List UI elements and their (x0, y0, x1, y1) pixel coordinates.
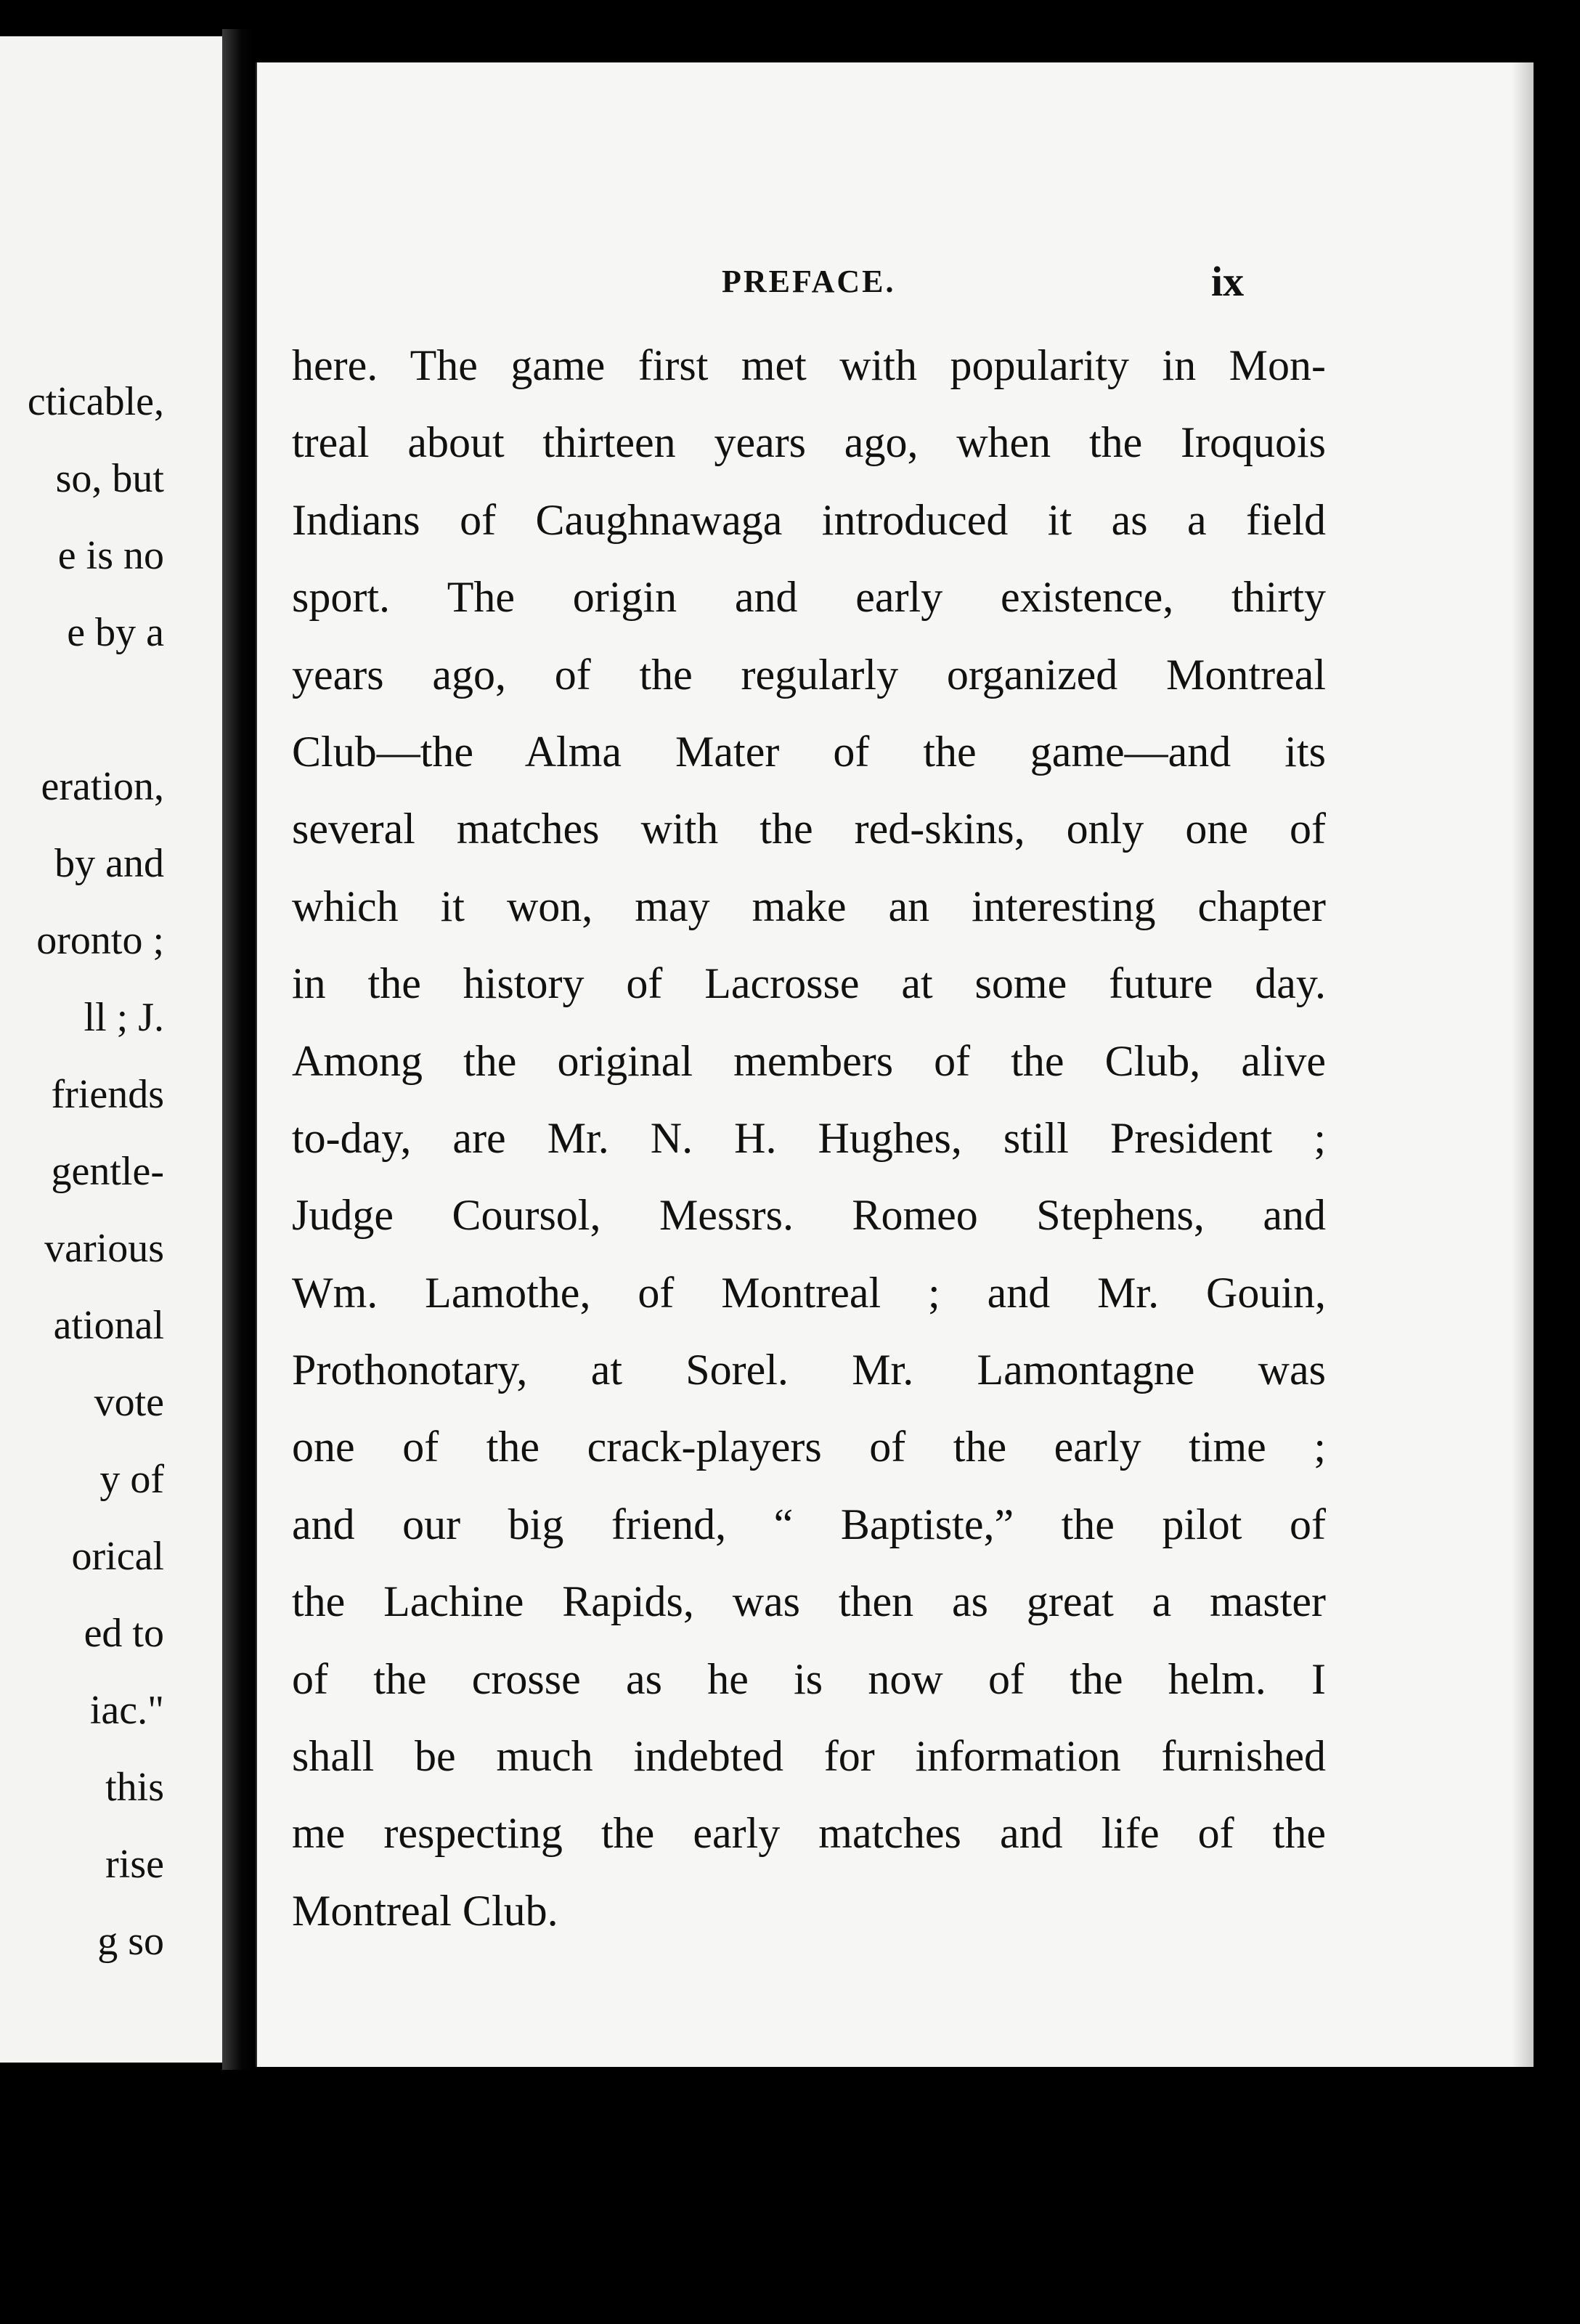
left-line: y of (99, 1457, 164, 1502)
left-line: gentle- (51, 1149, 164, 1194)
left-page-text (0, 363, 164, 1980)
body-text (292, 327, 1326, 1949)
text-line: of the crosse as he is now of the helm. I (292, 1654, 1326, 1703)
text-line: Indians of Caughnawaga introduced it as a field (292, 495, 1326, 544)
left-line: vote (94, 1380, 164, 1425)
left-line: iac." (89, 1688, 164, 1733)
text-line: Club—the Alma Mater of the game—and its (292, 727, 1326, 776)
left-line: friends (51, 1072, 164, 1117)
left-line: this (105, 1765, 164, 1810)
text-line: here. The game first met with popularity in Mon- (292, 341, 1326, 389)
text-line: Among the original members of the Club, alive (292, 1036, 1326, 1085)
text-line: to-day, are Mr. N. H. Hughes, still President ; (292, 1113, 1326, 1162)
text-line: in the history of Lacrosse at some future day. (292, 959, 1326, 1008)
left-line: orical (71, 1534, 164, 1579)
left-line: ed to (84, 1611, 164, 1656)
left-line: ational (53, 1303, 164, 1348)
text-line: Prothonotary, at Sorel. Mr. Lamontagne was (292, 1346, 1326, 1394)
left-line: various (44, 1226, 164, 1271)
left-line: e is no (57, 533, 164, 578)
left-page-edge (0, 36, 231, 2063)
running-head (257, 253, 1274, 311)
right-page (256, 62, 1534, 2067)
text-line-last: Montreal Club. (292, 1886, 558, 1935)
gutter-shadow (222, 29, 254, 2070)
text-line: shall be much indebted for information furnished (292, 1732, 1326, 1781)
text-line: which it won, may make an interesting chapter (292, 882, 1326, 930)
left-line: g so (97, 1919, 164, 1964)
text-line: treal about thirteen years ago, when the Iroquois (292, 418, 1326, 467)
left-line: oronto ; (36, 918, 164, 963)
left-line: by and (54, 841, 164, 886)
left-line: e by a (67, 610, 164, 655)
running-head-title: PREFACE. (722, 264, 896, 299)
left-line: eration, (41, 764, 164, 809)
left-line: ll ; J. (84, 995, 164, 1040)
left-line: so, but (55, 456, 164, 501)
text-line: several matches with the red-skins, only one of (292, 805, 1326, 853)
text-line: sport. The origin and early existence, thirty (292, 573, 1326, 622)
text-line: one of the crack-players of the early time ; (292, 1423, 1326, 1471)
text-line: and our big friend, “ Baptiste,” the pilot of (292, 1500, 1326, 1548)
left-line-blank (0, 671, 164, 748)
left-line: rise (105, 1842, 164, 1887)
text-line: years ago, of the regularly organized Montreal (292, 650, 1326, 699)
page-number: ix (1211, 258, 1245, 305)
text-line: Judge Coursol, Messrs. Romeo Stephens, and (292, 1191, 1326, 1240)
text-line: Wm. Lamothe, of Montreal ; and Mr. Gouin, (292, 1268, 1326, 1317)
text-line: the Lachine Rapids, was then as great a master (292, 1577, 1326, 1626)
left-line: cticable, (27, 379, 164, 424)
text-line: me respecting the early matches and life of the (292, 1809, 1326, 1858)
